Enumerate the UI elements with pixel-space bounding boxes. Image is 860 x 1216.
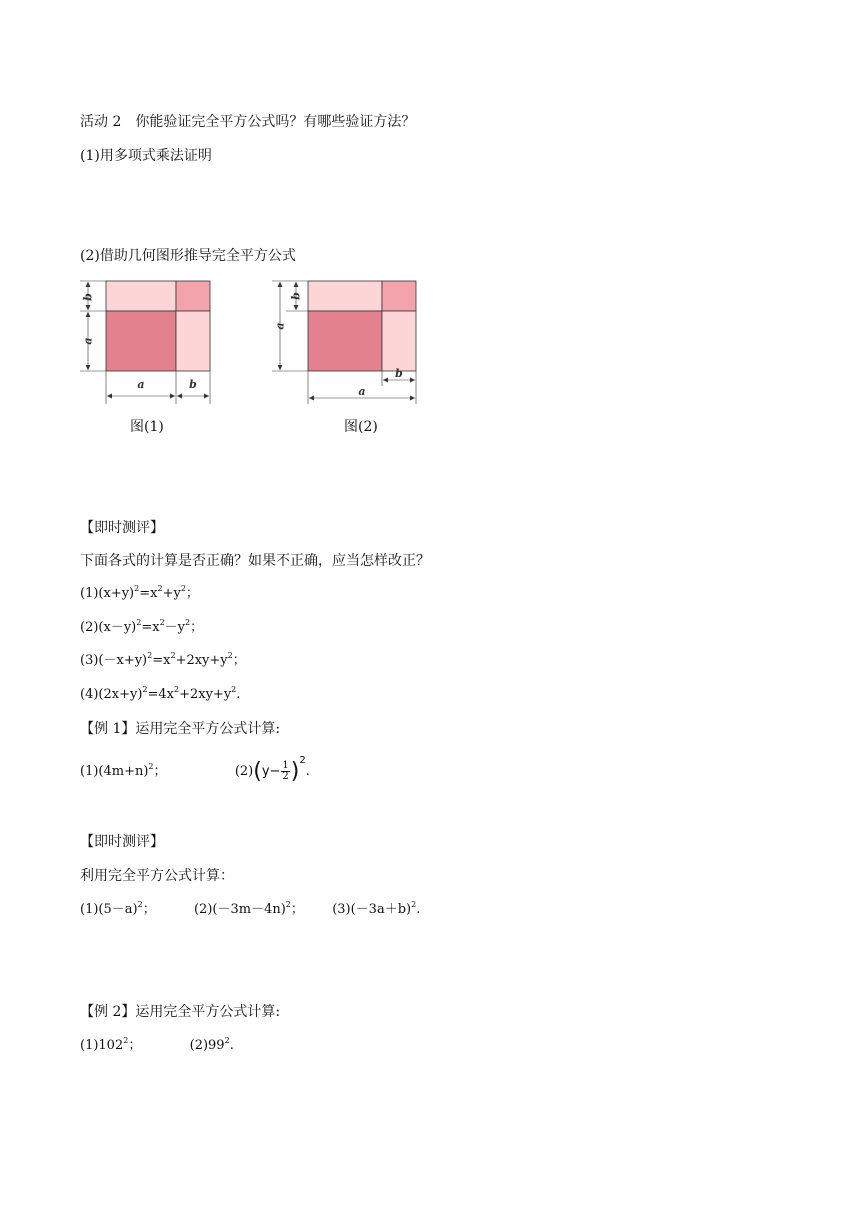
fig1-rect-bottom-right	[176, 311, 210, 371]
example2-item-1: $(1)102^2$；	[80, 1036, 142, 1053]
fraction-one-half: $\frac{1}{2}$	[282, 760, 289, 782]
quiz1-prompt: 下面各式的计算是否正确？如果不正确，应当怎样改正？	[80, 553, 430, 569]
quiz2-prompt: 利用完全平方公式计算：	[80, 868, 234, 884]
activity-title: 活动 2 你能验证完全平方公式吗？有哪些验证方法？	[80, 114, 416, 130]
fig1-label-b-bottom: b	[189, 378, 197, 391]
fig2-rect-bottom-left	[308, 311, 382, 371]
fig1-label-b-left: b	[81, 293, 95, 301]
example2-item-2: $(2)99^2$.	[189, 1036, 234, 1053]
quiz2-item-2: $(2)(-3m-4n)^2$；	[193, 900, 304, 917]
fig1-label-a-bottom: a	[137, 378, 145, 391]
fig1-label-a-left: a	[81, 337, 95, 345]
figure-2	[270, 276, 420, 408]
figure-2-diagram	[270, 276, 420, 408]
fig2-label-a-left: a	[273, 322, 287, 330]
quiz2-item-3: $(3)(-3a+b)^2$.	[332, 900, 421, 917]
quiz2-items	[80, 900, 420, 920]
example1-items	[80, 755, 310, 786]
figure-1-caption: 图(1)	[130, 419, 164, 435]
quiz1-heading: 【即时测评】	[80, 520, 164, 536]
fig1-rect-top-left	[106, 281, 176, 311]
fig2-rect-top-right	[382, 281, 416, 311]
example1-heading: 【例 1】运用完全平方公式计算:	[80, 721, 281, 737]
fig2-label-b-bottom: b	[395, 367, 403, 380]
example1-item-1: $(1)(4m+n)^2$；	[80, 762, 167, 779]
figure-2-caption: 图(2)	[344, 419, 378, 435]
example2-items	[80, 1036, 234, 1056]
method-2-text: (2)借助几何图形推导完全平方公式	[80, 248, 296, 264]
figure-1-diagram	[78, 276, 218, 408]
fig1-rect-top-right	[176, 281, 210, 311]
fig2-label-a-bottom: a	[358, 385, 366, 398]
method-1-text: (1)用多项式乘法证明	[80, 148, 212, 164]
quiz2-heading: 【即时测评】	[80, 834, 164, 850]
quiz1-item-2: $(2)(x-y)^2=x^2-y^2$；	[80, 618, 204, 635]
fig1-rect-bottom-left	[106, 311, 176, 371]
fig2-rect-top-left	[308, 281, 382, 311]
quiz1-item-4: $(4)(2x+y)^2=4x^2+2xy+y^2$.	[80, 685, 241, 702]
fig2-label-b-left: b	[289, 292, 303, 300]
figure-1	[78, 276, 218, 408]
quiz1-item-1: $(1)(x+y)^2=x^2+y^2$；	[80, 584, 199, 601]
quiz2-item-1: $(1)(5-a)^2$；	[80, 900, 156, 917]
fig2-rect-bottom-right	[382, 311, 416, 371]
example2-heading: 【例 2】运用完全平方公式计算:	[80, 1004, 281, 1020]
example1-item-2: (2)(y− $\frac{1}{2}$ )$^2$.	[234, 755, 310, 784]
quiz1-item-3: $(3)(-x+y)^2=x^2+2xy+y^2$；	[80, 651, 246, 668]
